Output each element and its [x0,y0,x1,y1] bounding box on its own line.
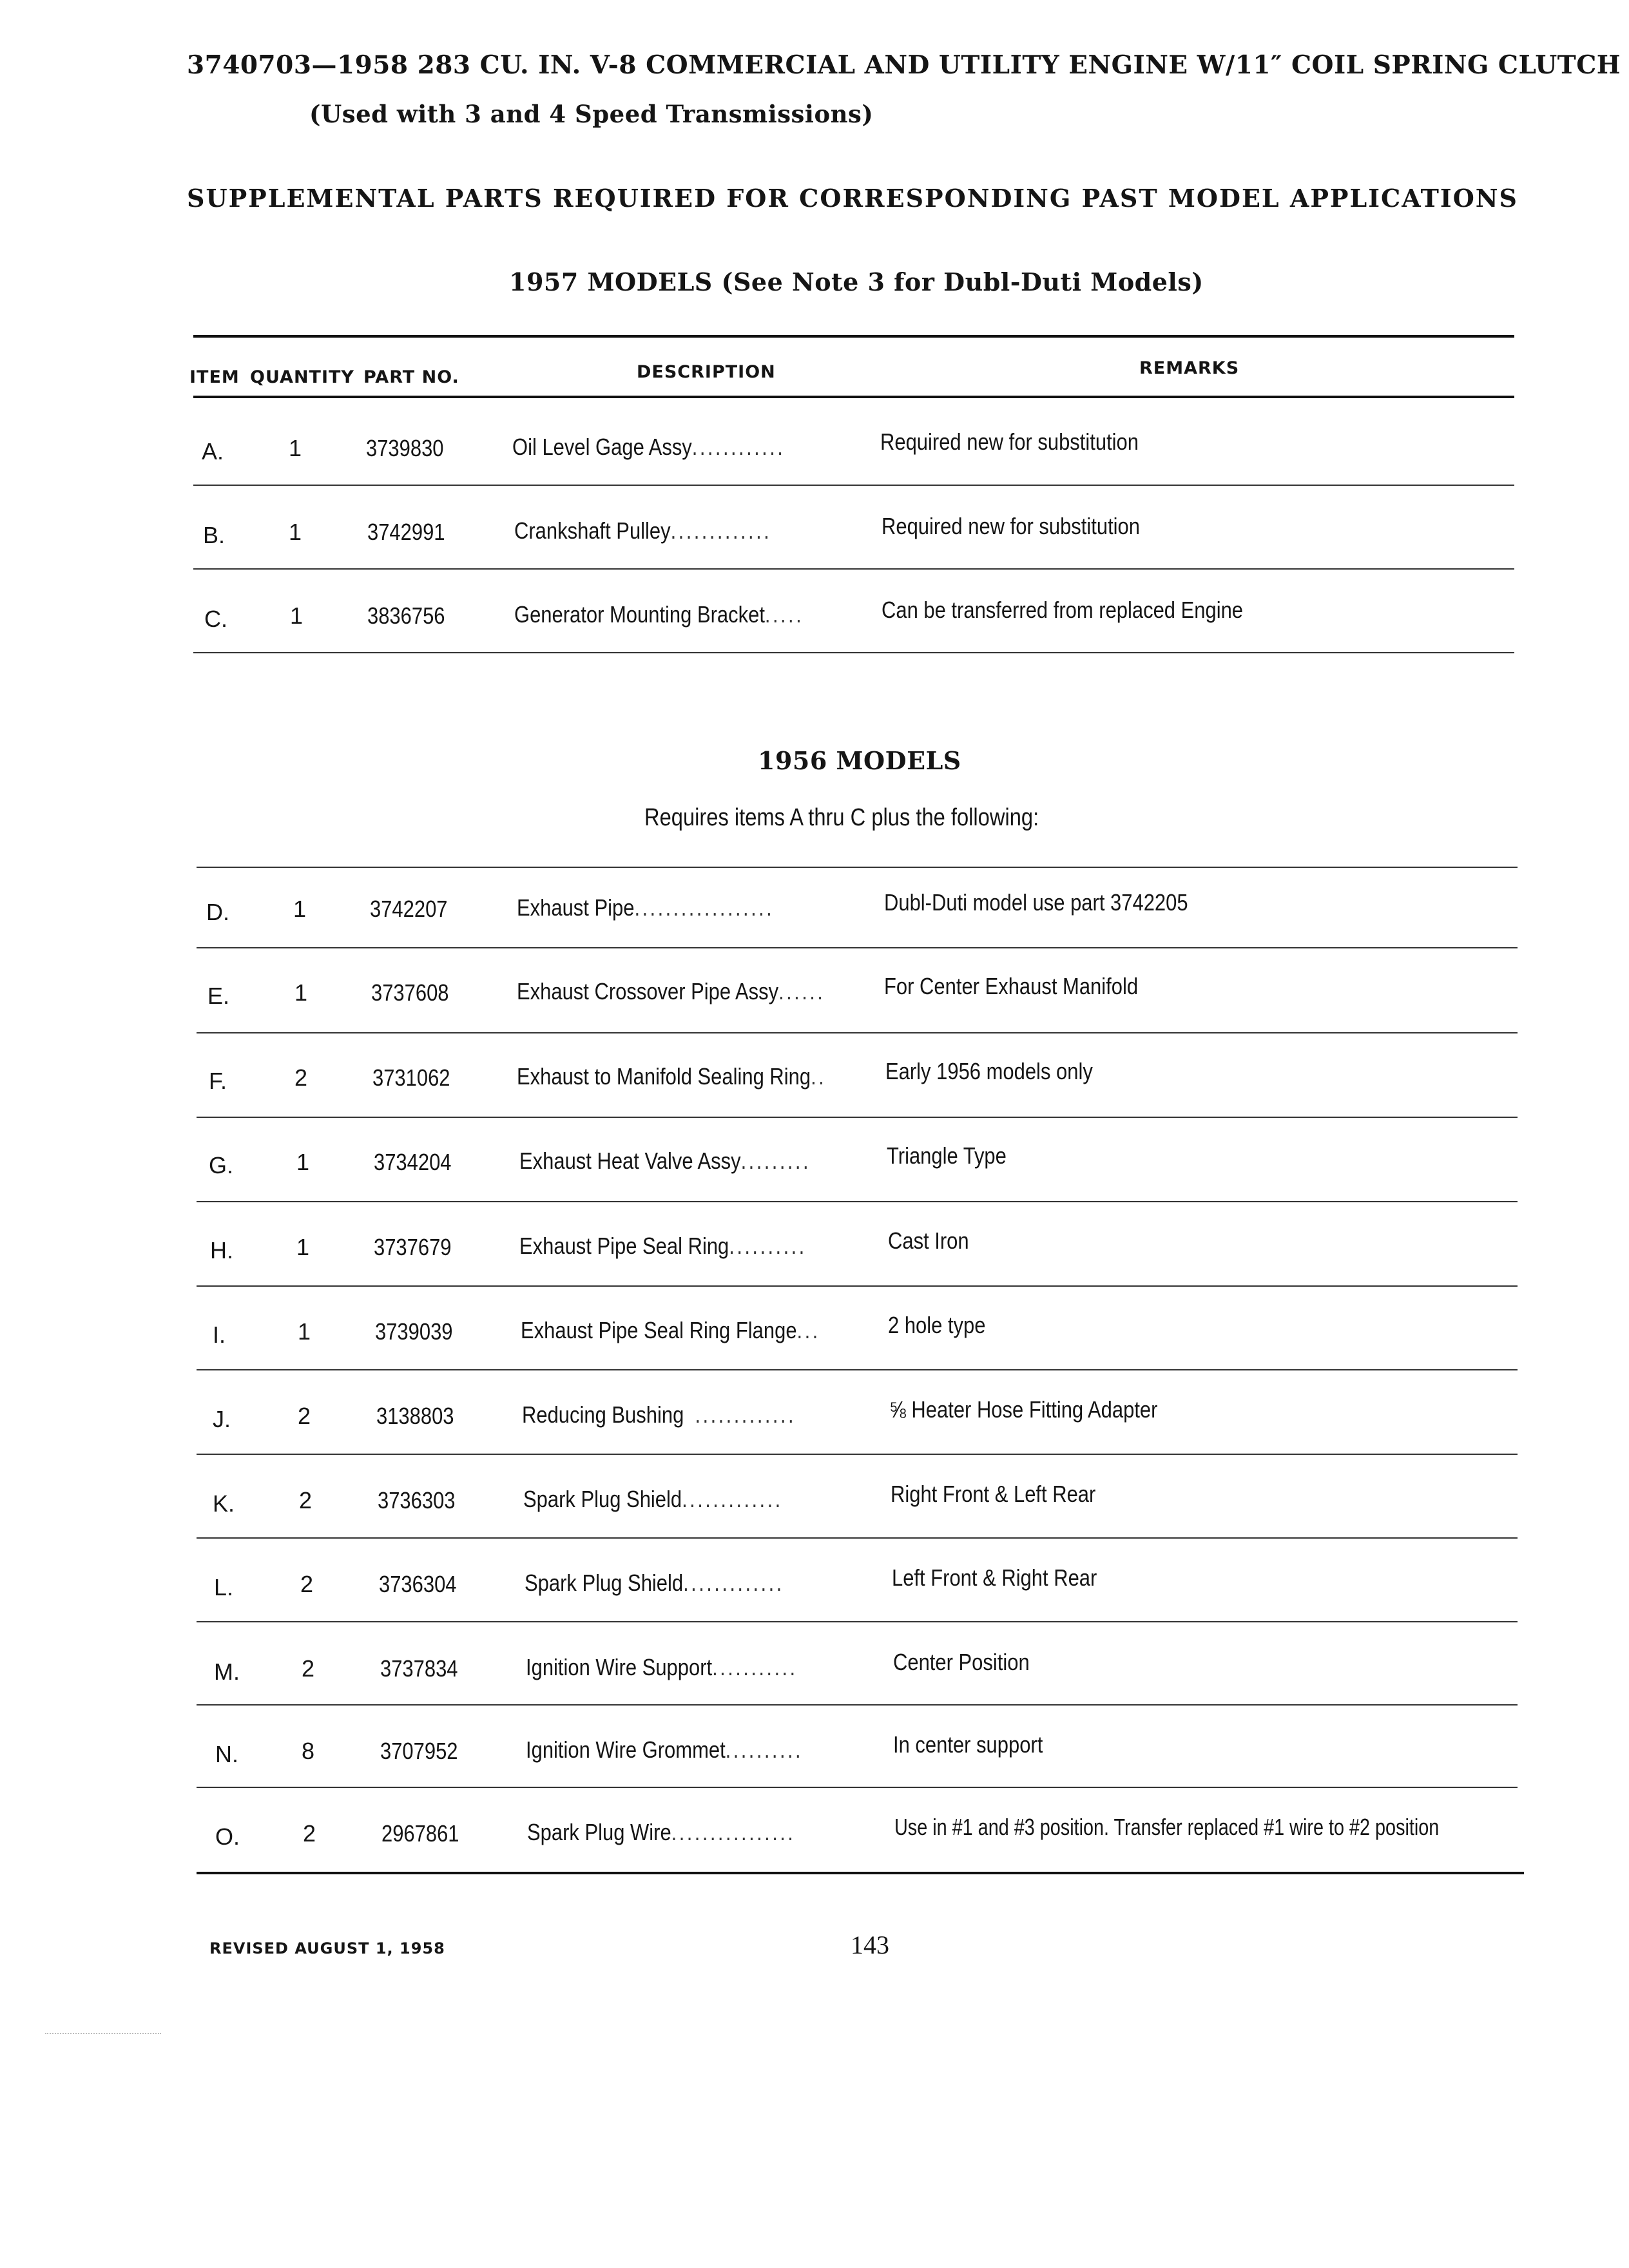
description: Generator Mounting Bracket..... [514,601,804,628]
item-letter: M. [214,1658,240,1685]
part-number: 3739039 [375,1318,453,1345]
row-divider [197,1787,1518,1788]
remarks: Left Front & Right Rear [892,1564,1097,1591]
part-number: 3737608 [371,979,449,1006]
part-number: 3731062 [372,1064,450,1091]
part-number: 3742207 [370,896,448,922]
remarks: ⅝ Heater Hose Fitting Adapter [889,1396,1158,1423]
quantity: 1 [293,896,307,922]
part-number: 3707952 [380,1738,458,1764]
description: Spark Plug Wire................ [527,1819,796,1845]
part-number: 3734204 [374,1149,452,1175]
quantity: 8 [302,1738,315,1764]
quantity: 1 [298,1318,311,1345]
scan-mark [45,2033,161,2034]
quantity: 2 [299,1487,313,1514]
item-letter: H. [210,1237,233,1264]
part-number: 3737834 [380,1655,458,1682]
description: Ignition Wire Grommet.......... [526,1736,804,1763]
description: Crankshaft Pulley............. [514,517,772,544]
remarks: 2 hole type [888,1312,986,1338]
item-letter: I. [213,1321,226,1348]
row-divider [197,1032,1518,1033]
quantity: 1 [289,519,302,545]
remarks: Right Front & Left Rear [891,1481,1096,1507]
part-number: 3736304 [379,1571,457,1597]
description: Exhaust Pipe Seal Ring Flange... [521,1317,820,1343]
item-letter: F. [209,1068,227,1094]
quantity: 1 [296,1149,310,1175]
part-number: 2967861 [381,1820,459,1847]
item-letter: D. [206,899,229,925]
item-letter: A. [202,438,224,465]
part-number: 3138803 [376,1403,454,1429]
revised-date: REVISED AUGUST 1, 1958 [209,1939,445,1957]
transmission-subtitle: (Used with 3 and 4 Speed Transmissions) [309,100,874,128]
quantity: 1 [290,602,304,629]
table-1957-top-rule [193,335,1514,338]
section-1956-title: 1956 MODELS [758,746,961,775]
engine-title: 3740703—1958 283 CU. IN. V-8 COMMERCIAL AND UTILITY ENGINE W/11″ COIL SPRING CLUTCH [187,50,1621,80]
part-number: 3736303 [378,1487,456,1514]
description: Spark Plug Shield............. [525,1570,784,1596]
quantity: 2 [294,1064,308,1091]
description: Ignition Wire Support........... [526,1654,798,1680]
column-header-description: DESCRIPTION [637,362,776,382]
remarks: For Center Exhaust Manifold [884,973,1139,999]
row-divider [197,1537,1518,1539]
item-letter: L. [214,1574,234,1600]
row-divider [197,1621,1518,1622]
part-number: 3742991 [367,519,445,545]
description: Oil Level Gage Assy............ [512,434,786,460]
supplemental-heading: SUPPLEMENTAL PARTS REQUIRED FOR CORRESPONDING PAST MODEL APPLICATIONS [187,184,1518,213]
quantity: 2 [303,1820,316,1847]
description: Exhaust to Manifold Sealing Ring.. [517,1063,827,1090]
column-header-part-no: PART NO. [363,367,459,387]
remarks: Required new for substitution [882,513,1140,539]
remarks: Required new for substitution [880,428,1139,455]
row-divider [197,1201,1518,1202]
section-1957-title: 1957 MODELS (See Note 3 for Dubl-Duti Models) [509,267,1204,296]
column-header-item: ITEM [189,367,240,387]
quantity: 1 [294,979,308,1006]
description: Exhaust Crossover Pipe Assy...... [517,978,825,1004]
description: Exhaust Pipe Seal Ring.......... [519,1233,807,1259]
row-divider [193,568,1514,570]
item-letter: C. [204,606,227,632]
quantity: 2 [300,1571,314,1597]
part-number: 3836756 [367,602,445,629]
row-divider [197,947,1518,948]
part-number: 3737679 [374,1234,452,1260]
item-letter: E. [207,983,230,1009]
row-divider [197,1454,1518,1455]
row-divider [197,1285,1518,1287]
item-letter: B. [203,522,226,548]
description: Spark Plug Shield............. [523,1486,783,1512]
description: Reducing Bushing ............. [522,1401,796,1428]
row-divider [193,652,1514,653]
table-1956-top-rule [197,867,1518,868]
column-header-quantity: QUANTITY [250,367,354,387]
remarks: Triangle Type [887,1142,1007,1169]
quantity: 2 [302,1655,315,1682]
remarks: Can be transferred from replaced Engine [882,597,1244,623]
row-divider [197,1369,1518,1370]
quantity: 2 [298,1403,311,1429]
row-divider [197,1117,1518,1118]
item-letter: N. [215,1741,238,1767]
remarks: Center Position [893,1649,1030,1675]
table-1957-header-rule [193,396,1514,398]
item-letter: G. [209,1152,234,1178]
item-letter: O. [215,1823,240,1850]
section-1956-subtitle: Requires items A thru C plus the following: [644,804,1039,831]
remarks: Cast Iron [888,1227,969,1254]
quantity: 1 [296,1234,310,1260]
remarks: Dubl-Duti model use part 3742205 [884,889,1188,916]
description: Exhaust Pipe.................. [517,894,775,921]
page-number: 143 [851,1930,889,1959]
description: Exhaust Heat Valve Assy......... [519,1148,811,1174]
item-letter: K. [213,1490,235,1517]
remarks: In center support [893,1731,1043,1758]
row-divider [193,485,1514,486]
table-1956-bottom-rule [197,1872,1524,1874]
remarks: Use in #1 and #3 position. Transfer replaced #1 wire to #2 position [894,1814,1440,1840]
item-letter: J. [213,1406,231,1432]
column-header-remarks: REMARKS [1139,358,1240,378]
remarks: Early 1956 models only [885,1058,1093,1084]
row-divider [197,1704,1518,1706]
part-number: 3739830 [366,435,444,461]
quantity: 1 [289,435,302,461]
